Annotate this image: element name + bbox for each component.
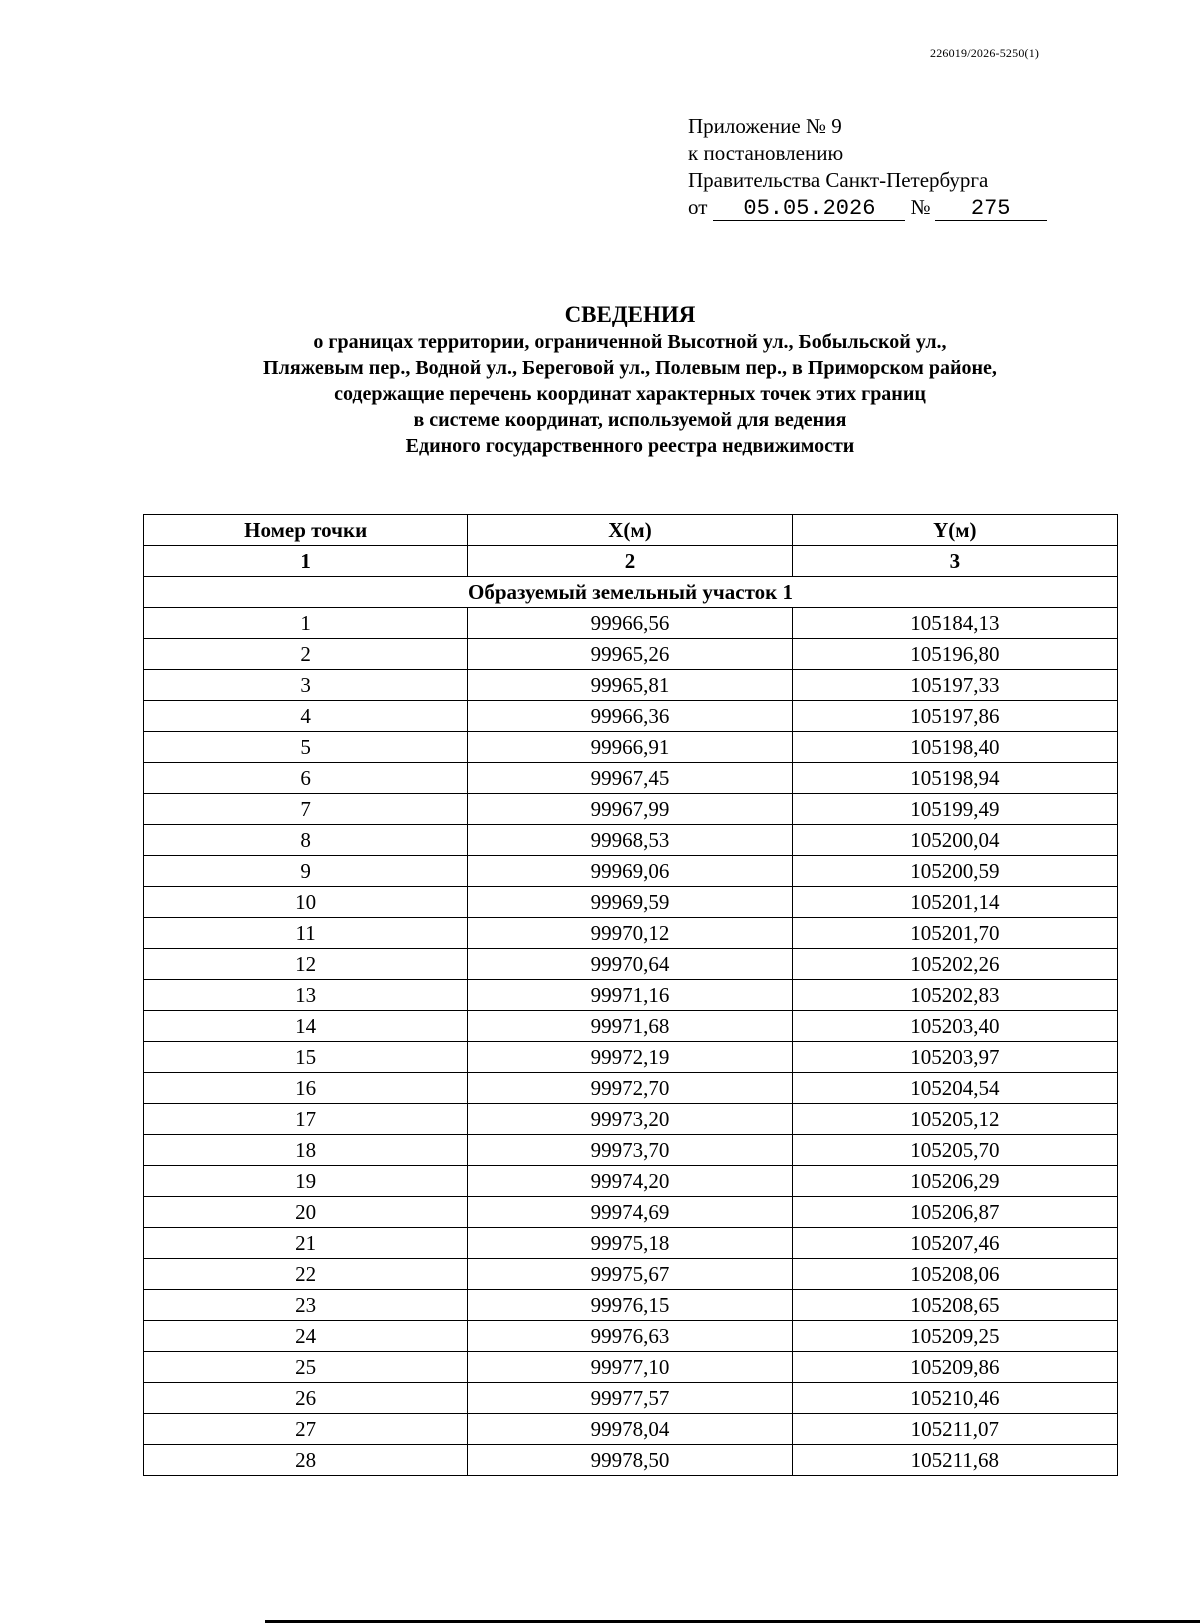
appendix-date-line [688, 194, 1047, 221]
table-row [144, 1135, 1118, 1166]
x-coordinate-cell: 99976,63 [468, 1321, 792, 1352]
y-coordinate-cell: 105200,04 [792, 825, 1117, 856]
y-coordinate-cell: 105209,86 [792, 1352, 1117, 1383]
title-line: Единого государственного реестра недвижимости [405, 435, 855, 457]
y-coordinate-cell: 105198,40 [792, 732, 1117, 763]
appendix-number: Приложение № 9 [688, 114, 842, 138]
y-coordinate-cell: 105201,70 [792, 918, 1117, 949]
section-title: Образуемый земельный участок 1 [144, 577, 1118, 608]
table-row [144, 1290, 1118, 1321]
table-row [144, 1414, 1118, 1445]
point-number-cell: 11 [144, 918, 468, 949]
table-row [144, 763, 1118, 794]
x-coordinate-cell: 99975,67 [468, 1259, 792, 1290]
point-number-cell: 4 [144, 701, 468, 732]
x-coordinate-cell: 99977,10 [468, 1352, 792, 1383]
header-point-number: Номер точки [144, 515, 468, 546]
x-coordinate-cell: 99966,56 [468, 608, 792, 639]
point-number-cell: 7 [144, 794, 468, 825]
x-coordinate-cell: 99976,15 [468, 1290, 792, 1321]
table-row [144, 1104, 1118, 1135]
y-coordinate-cell: 105206,87 [792, 1197, 1117, 1228]
y-coordinate-cell: 105205,12 [792, 1104, 1117, 1135]
table-header-row [144, 515, 1118, 546]
number-prefix: № [910, 195, 931, 219]
point-number-cell: 18 [144, 1135, 468, 1166]
y-coordinate-cell: 105200,59 [792, 856, 1117, 887]
point-number-cell: 1 [144, 608, 468, 639]
x-coordinate-cell: 99965,26 [468, 639, 792, 670]
x-coordinate-cell: 99972,19 [468, 1042, 792, 1073]
x-coordinate-cell: 99967,45 [468, 763, 792, 794]
y-coordinate-cell: 105209,25 [792, 1321, 1117, 1352]
y-coordinate-cell: 105184,13 [792, 608, 1117, 639]
table-row [144, 1073, 1118, 1104]
y-coordinate-cell: 105202,83 [792, 980, 1117, 1011]
y-coordinate-cell: 105196,80 [792, 639, 1117, 670]
y-coordinate-cell: 105211,07 [792, 1414, 1117, 1445]
table-row [144, 794, 1118, 825]
point-number-cell: 28 [144, 1445, 468, 1476]
point-number-cell: 19 [144, 1166, 468, 1197]
table-row [144, 949, 1118, 980]
point-number-cell: 3 [144, 670, 468, 701]
table-row [144, 732, 1118, 763]
document-id: 226019/2026-5250(1) [930, 46, 1040, 60]
table-row [144, 1166, 1118, 1197]
table-row [144, 1321, 1118, 1352]
point-number-cell: 5 [144, 732, 468, 763]
x-coordinate-cell: 99973,20 [468, 1104, 792, 1135]
point-number-cell: 26 [144, 1383, 468, 1414]
point-number-cell: 14 [144, 1011, 468, 1042]
x-coordinate-cell: 99975,18 [468, 1228, 792, 1259]
y-coordinate-cell: 105201,14 [792, 887, 1117, 918]
y-coordinate-cell: 105208,06 [792, 1259, 1117, 1290]
y-coordinate-cell: 105203,40 [792, 1011, 1117, 1042]
page-bottom-rule [265, 1620, 1200, 1623]
table-row [144, 1197, 1118, 1228]
coordinates-table [143, 514, 1118, 1476]
appendix-government: Правительства Санкт-Петербурга [688, 168, 989, 192]
y-coordinate-cell: 105199,49 [792, 794, 1117, 825]
y-coordinate-cell: 105205,70 [792, 1135, 1117, 1166]
point-number-cell: 27 [144, 1414, 468, 1445]
column-number: 3 [792, 546, 1117, 577]
table-row [144, 1042, 1118, 1073]
x-coordinate-cell: 99978,04 [468, 1414, 792, 1445]
column-number: 1 [144, 546, 468, 577]
table-row [144, 1011, 1118, 1042]
title-line: содержащие перечень координат характерных точек этих границ [334, 383, 926, 405]
point-number-cell: 21 [144, 1228, 468, 1259]
x-coordinate-cell: 99974,69 [468, 1197, 792, 1228]
point-number-cell: 9 [144, 856, 468, 887]
header-x: X(м) [468, 515, 792, 546]
table-row [144, 887, 1118, 918]
point-number-cell: 16 [144, 1073, 468, 1104]
y-coordinate-cell: 105198,94 [792, 763, 1117, 794]
point-number-cell: 25 [144, 1352, 468, 1383]
x-coordinate-cell: 99977,57 [468, 1383, 792, 1414]
title-line: в системе координат, используемой для ведения [413, 409, 847, 431]
point-number-cell: 2 [144, 639, 468, 670]
y-coordinate-cell: 105206,29 [792, 1166, 1117, 1197]
table-row [144, 1228, 1118, 1259]
y-coordinate-cell: 105197,86 [792, 701, 1117, 732]
y-coordinate-cell: 105197,33 [792, 670, 1117, 701]
table-row [144, 1383, 1118, 1414]
point-number-cell: 22 [144, 1259, 468, 1290]
x-coordinate-cell: 99971,68 [468, 1011, 792, 1042]
point-number-cell: 24 [144, 1321, 468, 1352]
document-title [140, 300, 1120, 459]
table-body [144, 577, 1118, 1476]
date-prefix: от [688, 195, 708, 219]
table-row [144, 825, 1118, 856]
table-row [144, 701, 1118, 732]
x-coordinate-cell: 99971,16 [468, 980, 792, 1011]
point-number-cell: 12 [144, 949, 468, 980]
point-number-cell: 10 [144, 887, 468, 918]
x-coordinate-cell: 99969,59 [468, 887, 792, 918]
table-row [144, 608, 1118, 639]
x-coordinate-cell: 99970,64 [468, 949, 792, 980]
appendix-to-resolution: к постановлению [688, 141, 844, 165]
title-heading: СВЕДЕНИЯ [564, 302, 696, 327]
point-number-cell: 8 [144, 825, 468, 856]
x-coordinate-cell: 99970,12 [468, 918, 792, 949]
x-coordinate-cell: 99978,50 [468, 1445, 792, 1476]
y-coordinate-cell: 105207,46 [792, 1228, 1117, 1259]
table-row [144, 918, 1118, 949]
appendix-header [688, 113, 1047, 221]
x-coordinate-cell: 99966,36 [468, 701, 792, 732]
y-coordinate-cell: 105210,46 [792, 1383, 1117, 1414]
header-y: Y(м) [792, 515, 1117, 546]
x-coordinate-cell: 99966,91 [468, 732, 792, 763]
section-row [144, 577, 1118, 608]
y-coordinate-cell: 105211,68 [792, 1445, 1117, 1476]
y-coordinate-cell: 105203,97 [792, 1042, 1117, 1073]
x-coordinate-cell: 99974,20 [468, 1166, 792, 1197]
x-coordinate-cell: 99969,06 [468, 856, 792, 887]
x-coordinate-cell: 99968,53 [468, 825, 792, 856]
y-coordinate-cell: 105202,26 [792, 949, 1117, 980]
x-coordinate-cell: 99965,81 [468, 670, 792, 701]
table-row [144, 1259, 1118, 1290]
point-number-cell: 17 [144, 1104, 468, 1135]
x-coordinate-cell: 99973,70 [468, 1135, 792, 1166]
column-number: 2 [468, 546, 792, 577]
x-coordinate-cell: 99967,99 [468, 794, 792, 825]
table-row [144, 1352, 1118, 1383]
table-row [144, 1445, 1118, 1476]
y-coordinate-cell: 105204,54 [792, 1073, 1117, 1104]
y-coordinate-cell: 105208,65 [792, 1290, 1117, 1321]
resolution-number: 275 [935, 198, 1047, 221]
title-line: Пляжевым пер., Водной ул., Береговой ул., Полевым пер., в Приморском районе, [263, 357, 997, 379]
title-line: о границах территории, ограниченной Высотной ул., Бобыльской ул., [313, 331, 947, 353]
table-row [144, 856, 1118, 887]
point-number-cell: 15 [144, 1042, 468, 1073]
table-row [144, 980, 1118, 1011]
point-number-cell: 13 [144, 980, 468, 1011]
x-coordinate-cell: 99972,70 [468, 1073, 792, 1104]
table-row [144, 639, 1118, 670]
resolution-date: 05.05.2026 [713, 198, 905, 221]
column-numbers-row [144, 546, 1118, 577]
table-row [144, 670, 1118, 701]
point-number-cell: 20 [144, 1197, 468, 1228]
point-number-cell: 6 [144, 763, 468, 794]
point-number-cell: 23 [144, 1290, 468, 1321]
